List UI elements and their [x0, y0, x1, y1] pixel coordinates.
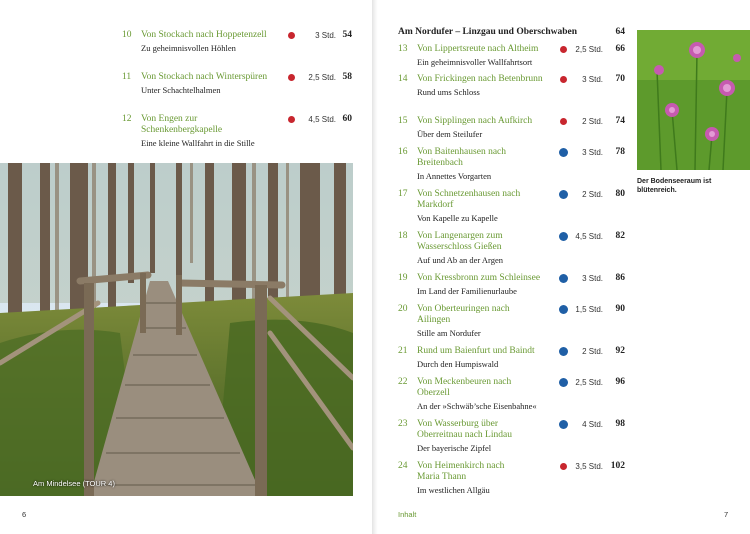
toc-right [398, 44, 626, 503]
entry-subtitle: Stille am Nordufer [417, 328, 481, 338]
entry-number: 11 [122, 72, 132, 82]
difficulty-dot-red [288, 116, 295, 123]
entry-subtitle: Der bayerische Zipfel [417, 443, 492, 453]
entry-subtitle: Durch den Humpiswald [417, 359, 499, 369]
entry-subtitle: An der »Schwäb’sche Eisenbahne« [417, 401, 537, 411]
entry-title[interactable]: Von Stockach nach Winterspüren [141, 72, 268, 82]
entry-title[interactable]: Von Oberteuringen nach Ailingen [417, 304, 510, 325]
entry-page: 66 [615, 44, 625, 54]
entry-subtitle: Ein geheimnisvoller Wallfahrtsort [417, 57, 533, 67]
entry-duration: 2 Std. [582, 117, 603, 126]
entry-duration: 3 Std. [582, 274, 603, 283]
entry-page: 102 [610, 461, 625, 471]
entry-title[interactable]: Von Baitenhausen nach Breitenbach [417, 147, 506, 168]
entry-duration: 2 Std. [582, 347, 603, 356]
entry-number: 22 [398, 377, 408, 387]
entry-page: 54 [342, 30, 352, 40]
entry-number: 17 [398, 189, 408, 199]
difficulty-dot-red [288, 74, 295, 81]
section-header [398, 27, 626, 37]
entry-subtitle: Über dem Steilufer [417, 129, 483, 139]
page-number-left: 6 [22, 510, 27, 519]
entry-subtitle: Im westlichen Allgäu [417, 485, 490, 495]
toc-entry[interactable] [398, 377, 626, 419]
section-title: Am Nordufer – Linzgau und Oberschwaben [398, 27, 578, 37]
toc-entry[interactable] [398, 273, 626, 304]
entry-duration: 3 Std. [582, 148, 603, 157]
flower-meadow-photo [637, 30, 750, 170]
entry-number: 15 [398, 116, 408, 126]
entry-page: 86 [615, 273, 625, 283]
difficulty-dot-red [288, 32, 295, 39]
toc-left [122, 30, 354, 156]
entry-duration: 2 Std. [582, 190, 603, 199]
entry-page: 80 [615, 189, 625, 199]
toc-entry[interactable] [122, 30, 354, 72]
photo-caption: Am Mindelsee (TOUR 4) [33, 479, 115, 488]
section-page: 64 [615, 27, 625, 37]
entry-number: 19 [398, 273, 408, 283]
toc-entry[interactable] [398, 461, 626, 503]
entry-number: 18 [398, 231, 408, 241]
entry-duration: 2,5 Std. [308, 73, 336, 82]
entry-page: 96 [615, 377, 625, 387]
toc-entry[interactable] [398, 419, 626, 461]
entry-title[interactable]: Von Heimenkirch nach Maria Thann [417, 461, 505, 482]
entry-page: 74 [615, 116, 625, 126]
entry-number: 16 [398, 147, 408, 157]
entry-page: 98 [615, 419, 625, 429]
entry-title[interactable]: Von Langenargen zum Wasserschloss Gießen [417, 231, 503, 252]
forest-boardwalk-photo [0, 163, 353, 496]
entry-number: 13 [398, 44, 408, 54]
toc-entry[interactable] [398, 346, 626, 377]
entry-subtitle: Unter Schachtelhalmen [141, 85, 221, 95]
entry-title[interactable]: Von Stockach nach Hoppetenzell [141, 30, 267, 40]
entry-title[interactable]: Von Sipplingen nach Aufkirch [417, 116, 533, 126]
entry-page: 92 [615, 346, 625, 356]
entry-title[interactable]: Rund um Baienfurt und Baindt [417, 346, 535, 356]
entry-duration: 4,5 Std. [575, 232, 603, 241]
entry-subtitle: Von Kapelle zu Kapelle [417, 213, 498, 223]
entry-page: 90 [615, 304, 625, 314]
toc-entry[interactable] [398, 147, 626, 189]
entry-number: 20 [398, 304, 408, 314]
toc-entry[interactable] [398, 74, 626, 116]
entry-number: 21 [398, 346, 408, 356]
entry-number: 12 [122, 114, 132, 124]
toc-entry[interactable] [398, 304, 626, 346]
entry-number: 24 [398, 461, 408, 471]
entry-page: 58 [342, 72, 352, 82]
entry-subtitle: Rund ums Schloss [417, 87, 480, 97]
entry-subtitle: Zu geheimnisvollen Höhlen [141, 43, 236, 53]
entry-title[interactable]: Von Meckenbeuren nach Oberzell [417, 377, 512, 398]
entry-number: 14 [398, 74, 408, 84]
toc-entry[interactable] [122, 72, 354, 114]
toc-entry[interactable] [398, 44, 626, 74]
page-number-right: 7 [724, 510, 729, 519]
toc-entry[interactable] [122, 114, 354, 156]
entry-duration: 4 Std. [582, 420, 603, 429]
flower-photo-caption: Der Bodenseeraum ist blütenreich. [637, 178, 712, 194]
entry-page: 82 [615, 231, 625, 241]
entry-title[interactable]: Von Kressbronn zum Schleinsee [417, 273, 541, 283]
entry-subtitle: Eine kleine Wallfahrt in die Stille [141, 138, 255, 148]
entry-title[interactable]: Von Wasserburg über Oberreitnau nach Lindau [417, 419, 512, 440]
entry-title[interactable]: Von Frickingen nach Betenbrunn [417, 74, 543, 84]
entry-page: 60 [342, 114, 352, 124]
toc-entry[interactable] [398, 231, 626, 273]
entry-duration: 2,5 Std. [575, 378, 603, 387]
entry-page: 70 [615, 74, 625, 84]
entry-subtitle: Auf und Ab an der Argen [417, 255, 504, 265]
entry-duration: 3 Std. [582, 75, 603, 84]
entry-title[interactable]: Von Schnetzenhausen nach Markdorf [417, 189, 521, 210]
running-footer: Inhalt [398, 510, 417, 519]
entry-duration: 1,5 Std. [575, 305, 603, 314]
entry-subtitle: Im Land der Familienurlaube [417, 286, 517, 296]
toc-entry[interactable] [398, 116, 626, 147]
entry-page: 78 [615, 147, 625, 157]
entry-number: 23 [398, 419, 408, 429]
entry-duration: 2,5 Std. [575, 45, 603, 54]
entry-duration: 3,5 Std. [575, 462, 603, 471]
entry-number: 10 [122, 30, 132, 40]
entry-subtitle: In Annettes Vorgarten [417, 171, 492, 181]
toc-entry[interactable] [398, 189, 626, 231]
entry-title[interactable]: Von Engen zur Schenkenbergkapelle [141, 114, 223, 135]
entry-duration: 4,5 Std. [308, 115, 336, 124]
entry-duration: 3 Std. [315, 31, 336, 40]
entry-title[interactable]: Von Lippertsreute nach Altheim [417, 44, 539, 54]
